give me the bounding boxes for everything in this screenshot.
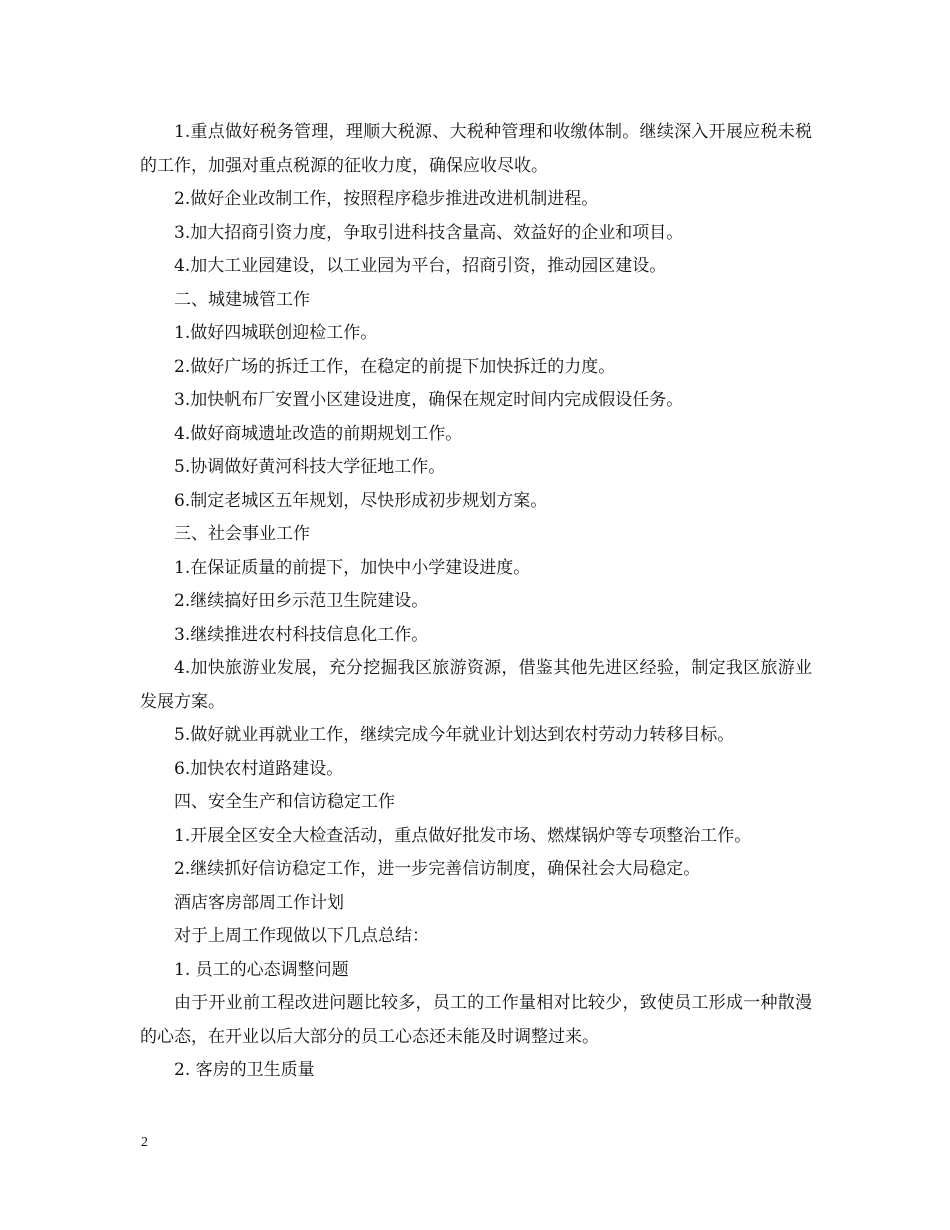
- paragraph: 2.继续抓好信访稳定工作，进一步完善信访制度，确保社会大局稳定。: [174, 859, 701, 879]
- paragraph: 对于上周工作现做以下几点总结：: [174, 926, 429, 946]
- paragraph: 1.重点做好税务管理，理顺大税源、大税种管理和收缴体制。继续深入开展应税未税的工作，加强对重点税源的征收力度，确保应收尽收。: [140, 122, 812, 176]
- section-heading: 酒店客房部周工作计划: [174, 892, 344, 913]
- section-heading: 二、城建城管工作: [174, 289, 310, 310]
- paragraph: 1.在保证质量的前提下，加快中小学建设进度。: [174, 557, 531, 578]
- paragraph: 2.做好广场的拆迁工作，在稳定的前提下加快拆迁的力度。: [174, 356, 616, 377]
- paragraph: 4.加大工业园建设，以工业园为平台，招商引资，推动园区建设。: [174, 256, 667, 276]
- paragraph: 5.做好就业再就业工作，继续完成今年就业计划达到农村劳动力转移目标。: [174, 725, 735, 745]
- paragraph: 3.加大招商引资力度，争取引进科技含量高、效益好的企业和项目。: [174, 222, 684, 243]
- paragraph: 1.做好四城联创迎检工作。: [174, 323, 378, 343]
- paragraph: 4.做好商城遗址改造的前期规划工作。: [174, 423, 463, 444]
- page-number: 2: [141, 1135, 148, 1150]
- paragraph: 6.制定老城区五年规划，尽快形成初步规划方案。: [174, 490, 548, 511]
- paragraph: 5.协调做好黄河科技大学征地工作。: [174, 457, 446, 477]
- paragraph: 6.加快农村道路建设。: [174, 758, 344, 779]
- section-heading: 三、社会事业工作: [174, 524, 310, 544]
- paragraph: 2.继续搞好田乡示范卫生院建设。: [174, 591, 429, 611]
- paragraph: 3.继续推进农村科技信息化工作。: [174, 624, 429, 645]
- paragraph: 由于开业前工程改进问题比较多，员工的工作量相对比较少，致使员工形成一种散漫的心态，在开业以后大部分的员工心态还未能及时调整过来。: [140, 993, 812, 1047]
- paragraph: 1. 员工的心态调整问题: [174, 959, 349, 980]
- document-body: [140, 116, 812, 1088]
- paragraph: 2.做好企业改制工作，按照程序稳步推进改进机制进程。: [174, 189, 599, 209]
- section-heading: 四、安全生产和信访稳定工作: [174, 792, 395, 812]
- paragraph: 1.开展全区安全大检查活动，重点做好批发市场、燃煤锅炉等专项整治工作。: [174, 825, 752, 846]
- paragraph: 2. 客房的卫生质量: [174, 1060, 315, 1080]
- paragraph: 3.加快帆布厂安置小区建设进度，确保在规定时间内完成假设任务。: [174, 390, 684, 410]
- paragraph: 4.加快旅游业发展，充分挖掘我区旅游资源，借鉴其他先进区经验，制定我区旅游业发展方案。: [140, 658, 812, 712]
